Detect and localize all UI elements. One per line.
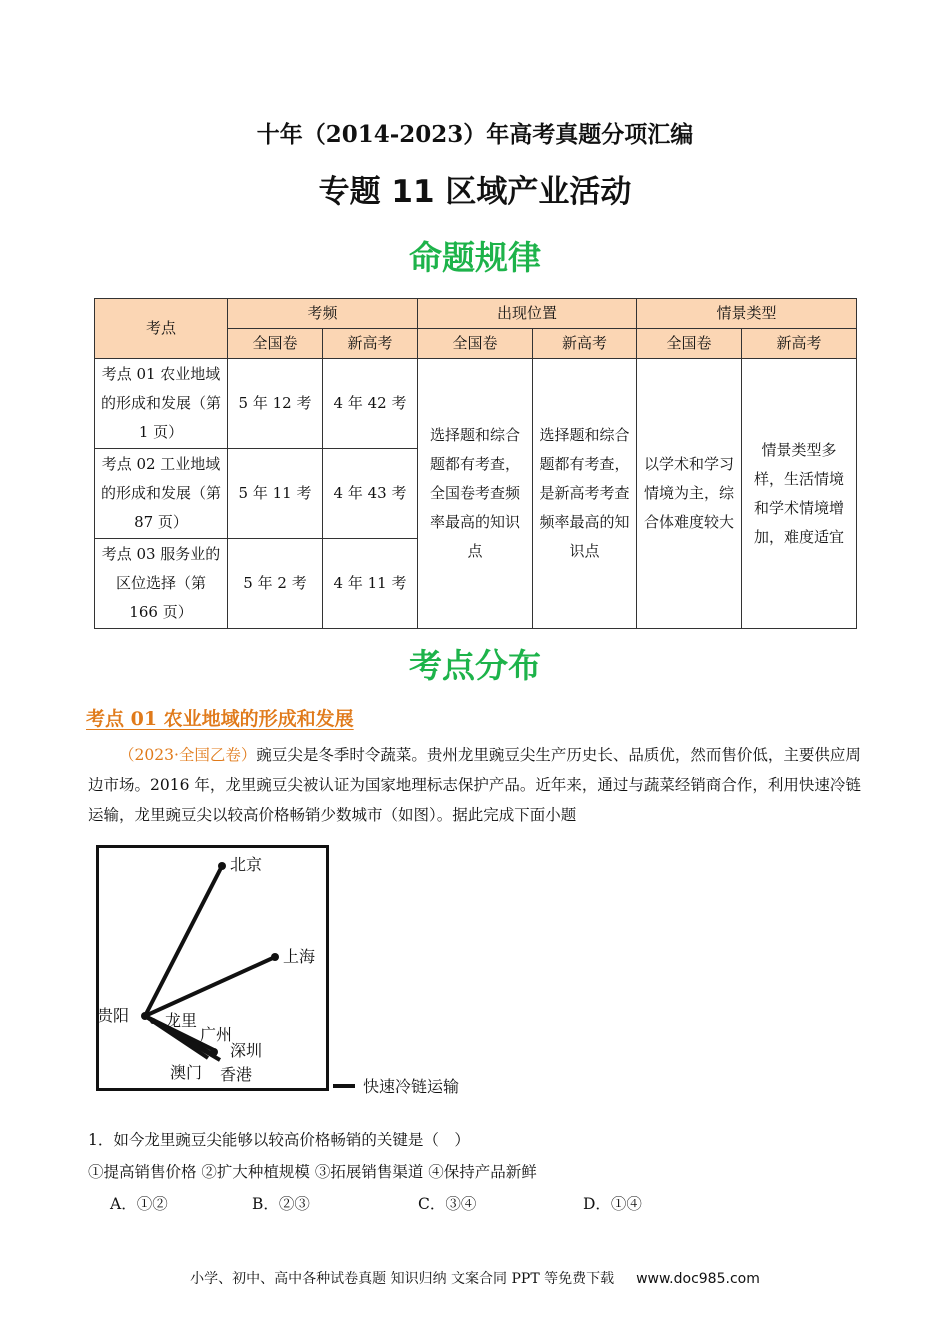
header-frequency: 考频 [228, 299, 418, 329]
section-heading-distribution: 考点分布 [409, 646, 541, 685]
new-frequency-cell: 4 年 11 考 [323, 539, 418, 629]
city-dot-beijing [218, 862, 226, 870]
subheader-cell: 全国卷 [228, 329, 323, 359]
point-cell: 考点 03 服务业的区位选择（第 166 页） [95, 539, 228, 629]
scenario-new-cell: 情景类型多样，生活情境和学术情境增加，难度适宜 [742, 359, 857, 629]
passage-text: 豌豆尖是冬季时令蔬菜。贵州龙里豌豆尖生产历史长、品质优，然而售价低，主要供应周边市场。2016 年，龙里豌豆尖被认证为国家地理标志保护产品。近年来，通过与蔬菜经销商合作，利用快速冷链运输，龙里豌豆尖以较高价格畅销少数城市（如图）。据此完成下面小题 [88, 746, 861, 824]
map-legend [333, 1074, 459, 1097]
series-title: 十年（2014-2023）年高考真题分项汇编 [256, 121, 694, 148]
city-dot-guangzhou-cluster [210, 1048, 218, 1056]
national-frequency-cell: 5 年 11 考 [228, 449, 323, 539]
subheader-cell: 全国卷 [637, 329, 742, 359]
header-position: 出现位置 [418, 299, 637, 329]
city-label-shenzhen: 深圳 [230, 1041, 263, 1060]
question-source: （2023·全国乙卷） [119, 746, 257, 764]
city-label-guangzhou: 广州 [200, 1025, 233, 1044]
city-label-beijing: 北京 [230, 855, 263, 874]
subheader-cell: 新高考 [533, 329, 637, 359]
national-frequency-cell: 5 年 12 考 [228, 359, 323, 449]
footer-text: 小学、初中、高中各种试卷真题 知识归纳 文案合同 PPT 等免费下载 [190, 1271, 615, 1287]
option-a[interactable]: A．①② [110, 1195, 168, 1213]
legend-label: 快速冷链运输 [363, 1077, 460, 1096]
subheader-cell: 全国卷 [418, 329, 533, 359]
option-c[interactable]: C．③④ [418, 1195, 477, 1213]
point-cell: 考点 01 农业地域的形成和发展（第 1 页） [95, 359, 228, 449]
national-frequency-cell: 5 年 2 考 [228, 539, 323, 629]
exam-point-01-title: 考点 01 农业地域的形成和发展 [86, 708, 354, 730]
city-dot-guiyang [141, 1012, 149, 1020]
option-b[interactable]: B．②③ [252, 1195, 310, 1213]
new-frequency-cell: 4 年 43 考 [323, 449, 418, 539]
position-new-cell: 选择题和综合题都有考查，是新高考考查频率最高的知识点 [533, 359, 637, 629]
city-label-longli: 龙里 [165, 1011, 198, 1030]
subheader-cell: 新高考 [323, 329, 418, 359]
city-dot-shanghai [271, 953, 279, 961]
city-dot-longli [150, 1018, 156, 1024]
question-items: ①提高销售价格 ②扩大种植规模 ③拓展销售渠道 ④保持产品新鲜 [88, 1163, 537, 1181]
option-d[interactable]: D．①④ [583, 1195, 642, 1213]
header-scenario: 情景类型 [637, 299, 857, 329]
subheader-cell: 新高考 [742, 329, 857, 359]
route-line-beijing [145, 866, 222, 1016]
page-footer [0, 1268, 950, 1288]
city-label-macau: 澳门 [170, 1063, 203, 1082]
header-point: 考点 [95, 299, 228, 359]
new-frequency-cell: 4 年 42 考 [323, 359, 418, 449]
city-label-shanghai: 上海 [283, 947, 316, 966]
city-label-hongkong: 香港 [220, 1065, 253, 1084]
point-cell: 考点 02 工业地域的形成和发展（第 87 页） [95, 449, 228, 539]
position-national-cell: 选择题和综合题都有考查，全国卷考查频率最高的知识点 [418, 359, 533, 629]
route-line-shanghai [145, 957, 275, 1016]
legend-line-swatch [333, 1084, 355, 1088]
question-stem: 1．如今龙里豌豆尖能够以较高价格畅销的关键是（ ） [88, 1131, 470, 1149]
topic-title: 专题 11 区域产业活动 [318, 174, 632, 210]
section-heading-rules: 命题规律 [409, 238, 541, 277]
city-label-guiyang: 贵阳 [97, 1006, 130, 1025]
scenario-national-cell: 以学术和学习情境为主，综合体难度较大 [637, 359, 742, 629]
footer-site-link[interactable]: www.doc985.com [636, 1271, 760, 1287]
